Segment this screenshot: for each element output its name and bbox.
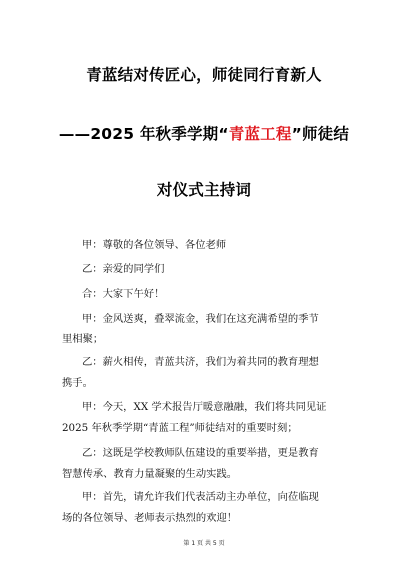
paragraph-line: 甲：今天，XX 学术报告厅暖意融融，我们将共同见证 (82, 401, 327, 413)
paragraph-line: 2025 年秋季学期“青蓝工程”师徒结对的重要时刻； (62, 422, 298, 434)
paragraph-line: 甲：金风送爽，叠翠流金，我们在这充满希望的季节 (82, 313, 319, 325)
paragraph-line: 乙：这既是学校教师队伍建设的重要举措，更是教育 (82, 447, 319, 459)
title-line-2-suffix: ”师徒结 (291, 125, 350, 143)
title-line-2-prefix: ——2025 年秋季学期“ (58, 125, 229, 143)
title-highlight: 青蓝工程 (228, 125, 292, 143)
paragraph-line: 甲：首先，请允许我们代表活动主办单位，向莅临现 (82, 491, 319, 503)
title-line-2 (0, 122, 408, 144)
paragraph-line: 携手。 (62, 377, 93, 389)
title-line-1: 青蓝结对传匠心，师徒同行育新人 (86, 66, 322, 84)
paragraph-line: 甲：尊敬的各位领导、各位老师 (82, 239, 227, 251)
paragraph-line: 合：大家下午好！ (82, 288, 165, 300)
paragraph-line: 里相聚； (62, 333, 104, 345)
paragraph-line: 场的各位领导、老师表示热烈的欢迎！ (62, 512, 238, 524)
page-footer: 第 1 页 共 5 页 (183, 540, 225, 547)
paragraph-line: 乙：亲爱的同学们 (82, 263, 165, 275)
paragraph-line: 乙：薪火相传，青蓝共济，我们为着共同的教育理想 (82, 356, 319, 368)
paragraph-line: 智慧传承、教育力量凝聚的生动实践。 (62, 468, 238, 480)
title-line-3: 对仪式主持词 (156, 181, 252, 199)
